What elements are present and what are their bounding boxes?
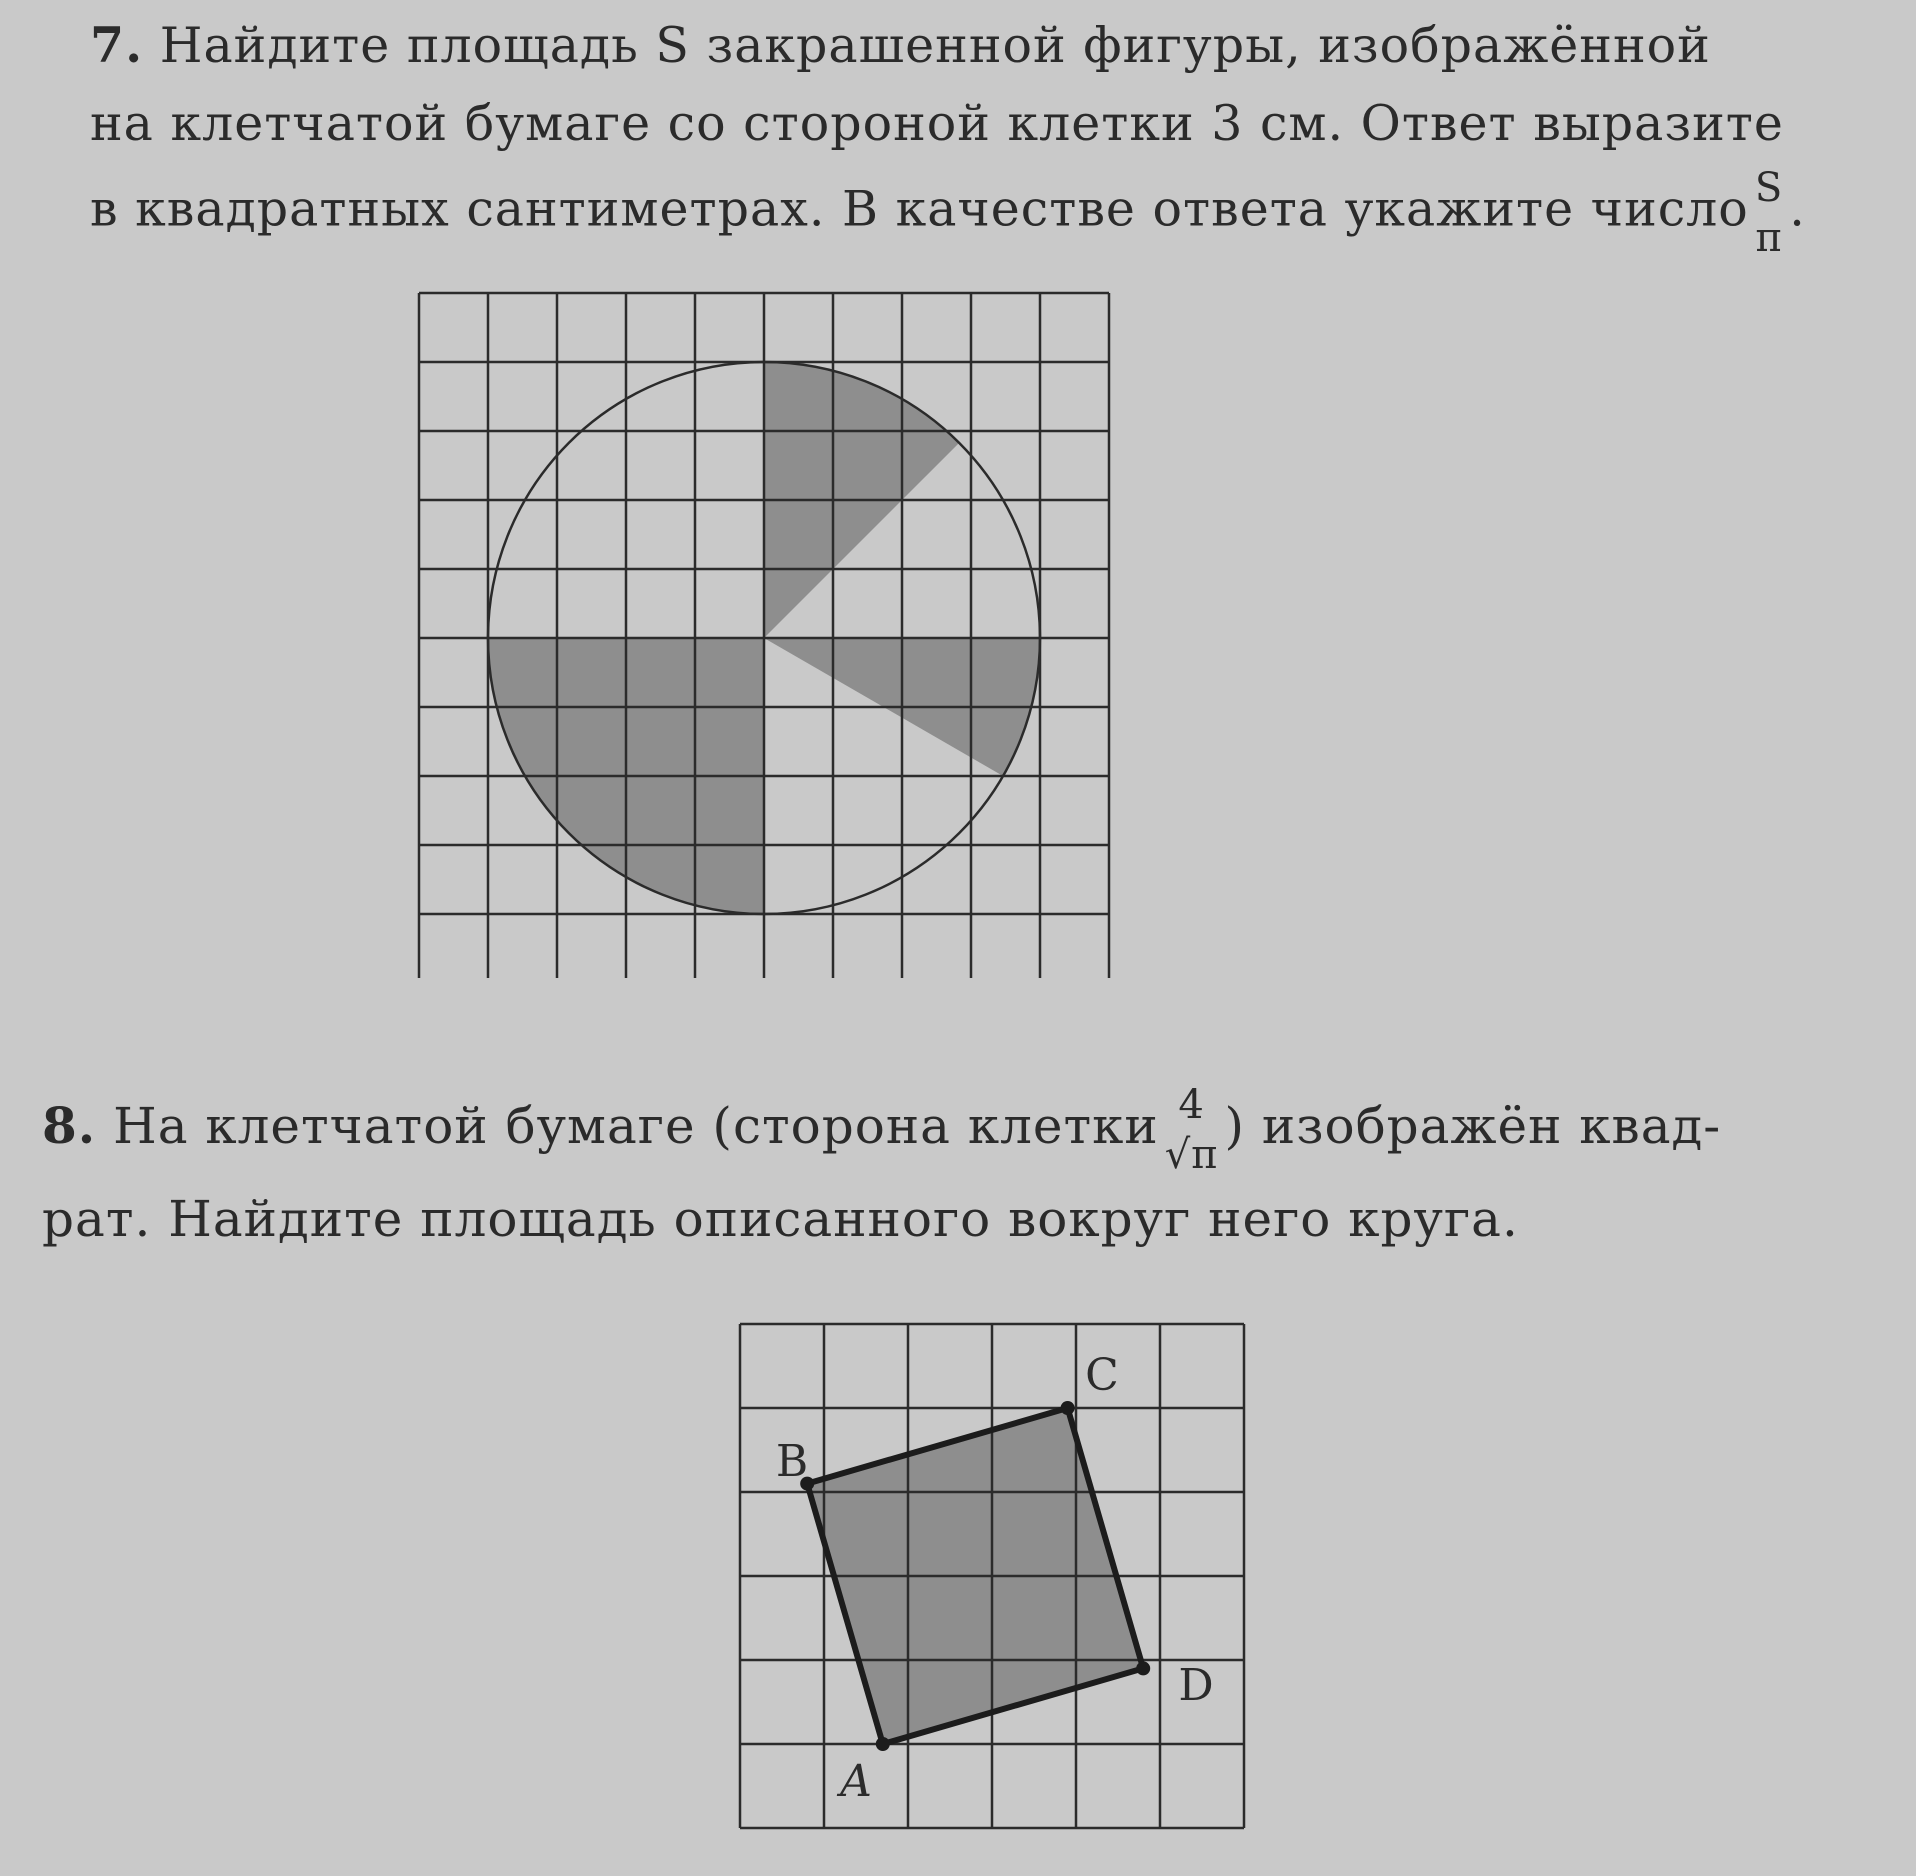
problem-7-line-3-text: в квадратных сантиметрах. В качестве ответа укажите число [90, 180, 1749, 238]
figure-7-grid [414, 288, 1144, 978]
vertex-point-c [1061, 1401, 1075, 1415]
fraction-denominator: π [1755, 215, 1783, 261]
problem-7-line-1 [90, 6, 1806, 85]
fraction-numerator: 4 [1178, 1082, 1205, 1128]
problem-8-line-1-end: ) изображён квад- [1224, 1097, 1722, 1155]
problem-8-line-1 [42, 1080, 1721, 1180]
problem-7-text [90, 6, 1806, 263]
fraction-numerator: S [1754, 165, 1784, 211]
figure-8-svg [736, 1320, 1256, 1840]
problem-8-number: 8. [42, 1096, 97, 1155]
figure-8-drawing [740, 1324, 1244, 1828]
figure-8-grid [736, 1320, 1256, 1840]
problem-7-period: . [1789, 180, 1806, 238]
problem-7-number: 7. [90, 16, 144, 74]
four-over-root-pi-fraction [1165, 1080, 1219, 1180]
problem-7-line-1-text: Найдите площадь S закрашенной фигуры, изображённой [159, 17, 1711, 74]
problem-7-line-2: на клетчатой бумаге со стороной клетки 3 см. Ответ выразите [90, 95, 1784, 152]
problem-8-line-2: рат. Найдите площадь описанного вокруг него круга. [42, 1190, 1519, 1248]
s-over-pi-fraction [1755, 163, 1783, 263]
problem-8-line-1-text: На клетчатой бумаге (сторона клетки [113, 1097, 1159, 1155]
problem-7-line-3 [90, 163, 1806, 263]
vertex-label-a: A [840, 1756, 872, 1807]
fraction-denominator: √π [1164, 1132, 1219, 1178]
problem-8-text [42, 1080, 1721, 1258]
vertex-point-a [876, 1737, 890, 1751]
figure-7-svg [414, 288, 1144, 978]
vertex-point-d [1136, 1661, 1150, 1675]
vertex-label-d: D [1178, 1660, 1214, 1711]
vertex-label-b: B [775, 1436, 809, 1487]
figure-7-drawing [419, 293, 1109, 978]
vertex-label-c: C [1085, 1350, 1119, 1401]
